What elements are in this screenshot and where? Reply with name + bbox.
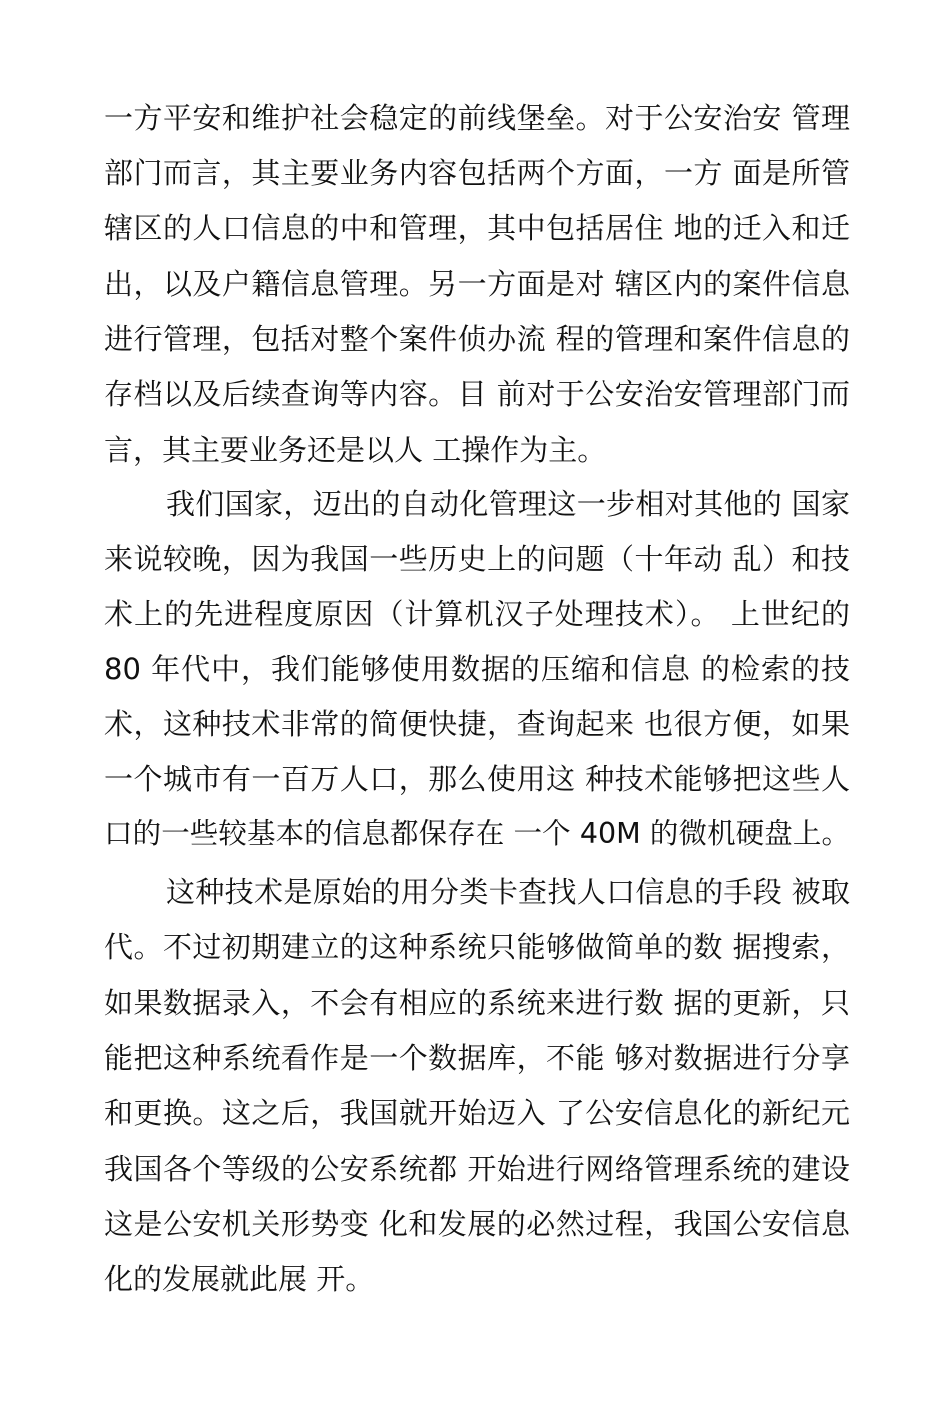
text-line: 术，这种技术非常的简便快捷，查询起来 也很方便，如果 — [104, 707, 850, 741]
text-line: 言，其主要业务还是以人 工操作为主。 — [104, 433, 607, 467]
text-line: 这是公安机关形势变 化和发展的必然过程，我国公安信息 — [104, 1207, 850, 1241]
text-line: 和更换。这之后，我国就开始迈入 了公安信息化的新纪元 — [104, 1096, 850, 1130]
text-line: 来说较晚，因为我国一些历史上的问题（十年动 乱）和技 — [104, 542, 850, 576]
text-line: 我们国家，迈出的自动化管理这一步相对其他的 国家 — [166, 487, 850, 521]
text-line: 80 年代中，我们能够使用数据的压缩和信息 的检索的技 — [104, 652, 850, 686]
text-line: 出，以及户籍信息管理。另一方面是对 辖区内的案件信息 — [104, 267, 850, 301]
text-line: 化的发展就此展 开。 — [104, 1262, 375, 1296]
text-line: 这种技术是原始的用分类卡查找人口信息的手段 被取 — [166, 875, 850, 909]
text-line: 代。不过初期建立的这种系统只能够做简单的数 据搜索， — [104, 930, 850, 964]
text-line: 一个城市有一百万人口，那么使用这 种技术能够把这些人 — [104, 762, 850, 796]
text-line: 术上的先进程度原因（计算机汉子处理技术）。 上世纪的 — [104, 597, 850, 631]
text-line: 能把这种系统看作是一个数据库，不能 够对数据进行分享 — [104, 1041, 850, 1075]
text-line: 一方平安和维护社会稳定的前线堡垒。对于公安治安 管理 — [104, 101, 850, 135]
text-line: 辖区的人口信息的中和管理，其中包括居住 地的迁入和迁 — [104, 211, 850, 245]
text-line: 口的一些较基本的信息都保存在 一个 40M 的微机硬盘上。 — [104, 817, 850, 850]
text-line: 如果数据录入，不会有相应的系统来进行数 据的更新，只 — [104, 986, 850, 1020]
text-line: 进行管理，包括对整个案件侦办流 程的管理和案件信息的 — [104, 322, 850, 356]
text-line: 存档以及后续查询等内容。目 前对于公安治安管理部门而 — [104, 377, 850, 411]
text-line: 部门而言，其主要业务内容包括两个方面，一方 面是所管 — [104, 156, 850, 190]
text-line: 我国各个等级的公安系统都 开始进行网络管理系统的建设 — [104, 1152, 850, 1186]
